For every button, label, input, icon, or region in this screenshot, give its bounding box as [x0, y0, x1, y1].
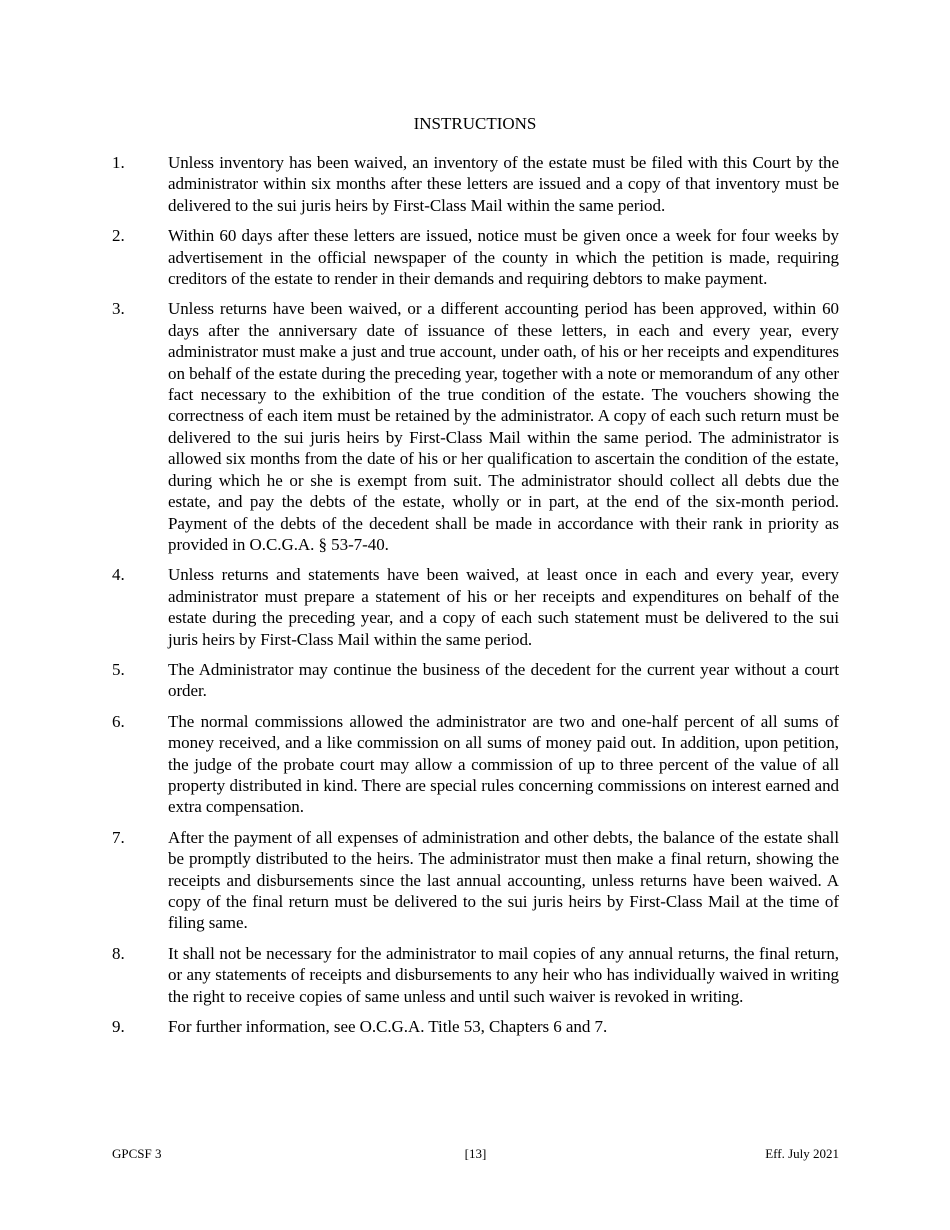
item-text: Unless returns and statements have been waived, at least once in each and every year, every administrator must prepare a statement of his or her receipts and expenditures on behalf of the estate during the preceding year, and a copy of each such statement must be delivered to the sui juris heirs by First-Class Mail within the same period.	[168, 565, 839, 649]
item-number: 8.	[112, 943, 125, 963]
list-item	[112, 225, 839, 289]
item-text: After the payment of all expenses of administration and other debts, the balance of the estate shall be promptly distributed to the heirs. The administrator must then make a final return, showing the receipts and disbursements since the last annual accounting, unless returns have been waived. A copy of the final return must be delivered to the sui juris heirs by First-Class Mail at the time of filing same.	[168, 827, 839, 933]
list-item	[112, 827, 839, 934]
form-id: GPCSF 3	[112, 1146, 162, 1161]
effective-date: Eff. July 2021	[765, 1146, 839, 1161]
list-item	[112, 1016, 839, 1037]
item-text: Unless returns have been waived, or a different accounting period has been approved, within 60 days after the anniversary date of issuance of these letters, in each and every year, every administrator must make a just and true account, under oath, of his or her receipts and expenditures on behalf of the estate during the preceding year, together with a note or memorandum of any other fact necessary to the exhibition of the true condition of the estate. The vouchers showing the correctness of each item must be retained by the administrator. A copy of each such return must be delivered to the sui juris heirs by First-Class Mail within the same period. The administrator is allowed six months from the date of his or her qualification to ascertain the condition of the estate, during which he or she is exempt from suit. The administrator should collect all debts due the estate, and pay the debts of the estate, wholly or in part, at the end of the six-month period. Payment of the debts of the decedent shall be made in accordance with their rank in priority as provided in O.C.G.A. § 53-7-40.	[168, 299, 839, 554]
list-item	[112, 659, 839, 702]
page-number: [13]	[464, 1146, 487, 1161]
list-item	[112, 711, 839, 818]
item-text: The Administrator may continue the business of the decedent for the current year without a court order.	[168, 659, 839, 701]
item-number: 2.	[112, 226, 125, 246]
item-number: 1.	[112, 153, 125, 172]
item-number: 7.	[112, 827, 125, 847]
item-text: For further information, see O.C.G.A. Title 53, Chapters 6 and 7.	[168, 1017, 608, 1037]
item-text: The normal commissions allowed the administrator are two and one-half percent of all sums of money received, and a like commission on all sums of money paid out. In addition, upon petition, the judge of the probate court may allow a commission of up to three percent of the value of all property distributed in kind. There are special rules concerning commissions on interest earned and extra compensation.	[168, 711, 839, 817]
instructions-list	[112, 152, 839, 1046]
item-text: Unless inventory has been waived, an inventory of the estate must be filed with this Court by the administrator within six months after these letters are issued and a copy of that inventory must be delivered to the sui juris heirs by First-Class Mail within the same period.	[168, 153, 839, 215]
list-item	[112, 152, 839, 216]
item-number: 5.	[112, 659, 125, 679]
list-item	[112, 943, 839, 1007]
item-text: Within 60 days after these letters are issued, notice must be given once a week for four weeks by advertisement in the official newspaper of the county in which the petition is made, requiring creditors of the estate to render in their demands and requiring debtors to make payment.	[168, 226, 839, 289]
page-title: INSTRUCTIONS	[413, 114, 537, 133]
item-number: 9.	[112, 1017, 125, 1037]
item-number: 6.	[112, 711, 125, 731]
list-item	[112, 564, 839, 650]
item-number: 4.	[112, 565, 125, 585]
item-number: 3.	[112, 299, 125, 319]
list-item	[112, 298, 839, 555]
item-text: It shall not be necessary for the administrator to mail copies of any annual returns, the final return, or any statements of receipts and disbursements to any heir who has individually waived in writing the right to receive copies of same unless and until such waiver is revoked in writing.	[168, 943, 839, 1006]
